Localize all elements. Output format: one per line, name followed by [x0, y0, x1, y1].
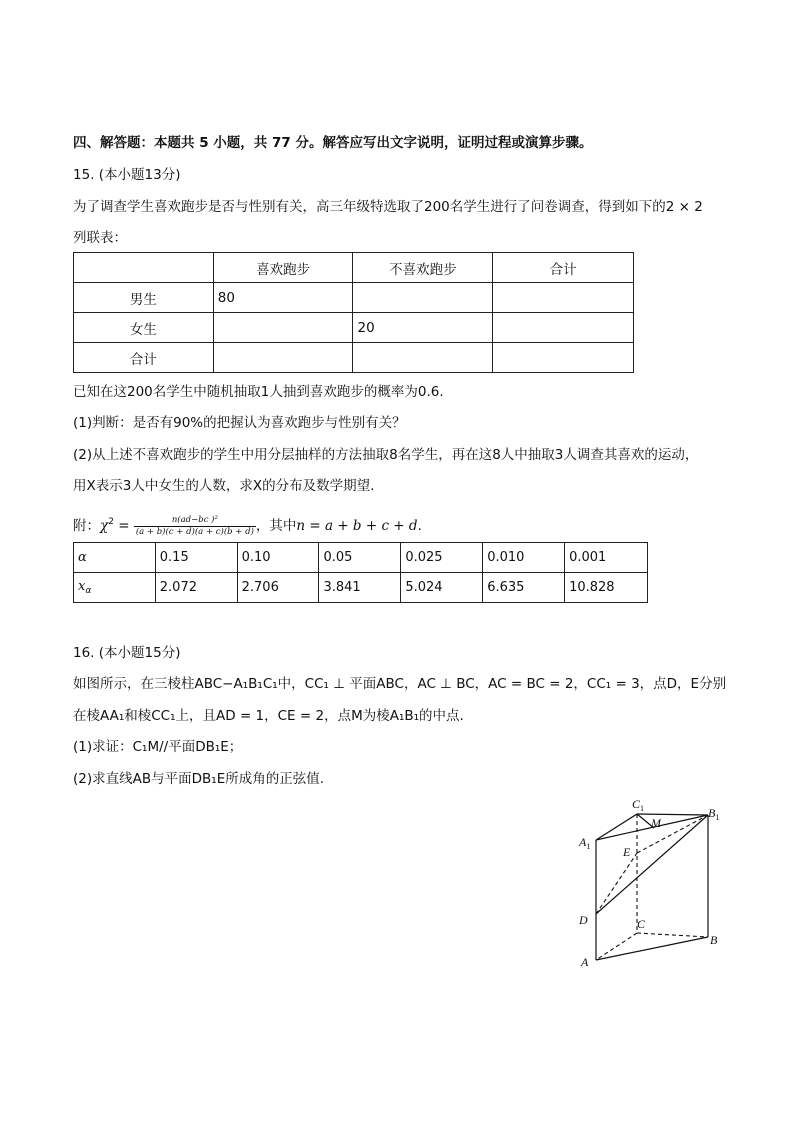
- label-a1: $A_1$: [579, 835, 591, 851]
- chi-symbol: χ: [100, 518, 109, 534]
- hidden-edge-c-b: [637, 933, 708, 937]
- critical-value: 3.841: [319, 573, 401, 603]
- critical-value: 2.706: [237, 573, 319, 603]
- question-16-statement: 如图所示，在三棱柱ABC−A₁B₁C₁中，CC₁ ⊥ 平面ABC，AC ⊥ BC，AC = BC = 2，CC₁ = 3，点D，E分别: [73, 676, 727, 692]
- table-row: [74, 343, 634, 373]
- question-15-intro-continued: 列联表：: [73, 230, 127, 246]
- critical-value: 5.024: [401, 573, 483, 603]
- table-row-label: 合计: [74, 343, 214, 373]
- critical-value: 10.828: [565, 573, 648, 603]
- question-15-label: 15. (本小题13分): [73, 167, 181, 183]
- table-row-label: 女生: [74, 313, 214, 343]
- critical-value: 2.072: [155, 573, 237, 603]
- critical-value-label: $x_\alpha$: [74, 573, 156, 603]
- label-c1: $C_1$: [632, 797, 645, 813]
- formula-suffix: ，其中: [255, 518, 297, 534]
- label-m: M: [651, 816, 661, 830]
- table-cell: [493, 283, 634, 313]
- chi-exponent: 2: [108, 517, 114, 527]
- critical-value: 6.635: [483, 573, 565, 603]
- table-cell: [353, 283, 493, 313]
- table-cell: [353, 343, 493, 373]
- table-row-label: 男生: [74, 283, 214, 313]
- alpha-value: 0.05: [319, 543, 401, 573]
- fraction-numerator: n(ad−bc )²: [171, 514, 218, 525]
- label-b1: $B_1$: [708, 806, 720, 822]
- equals-sign: =: [113, 518, 130, 534]
- table-row: [74, 283, 634, 313]
- table-row: [74, 313, 634, 343]
- label-c: C: [637, 917, 646, 931]
- sample-size-definition: n = a + b + c + d: [296, 518, 418, 534]
- table-header-cell: 喜欢跑步: [213, 253, 353, 283]
- table-header-row: [74, 253, 634, 283]
- critical-value-table: [73, 542, 648, 603]
- alpha-value: 0.15: [155, 543, 237, 573]
- edge-a1-c1: [596, 814, 637, 840]
- table-header-cell: [74, 253, 214, 283]
- table-cell: [493, 343, 634, 373]
- label-e: E: [623, 845, 631, 859]
- triangular-prism-figure: [574, 795, 734, 975]
- formula-end: .: [417, 518, 422, 534]
- alpha-value: 0.001: [565, 543, 648, 573]
- table-cell: 80: [213, 283, 353, 313]
- question-16-label: 16. (本小题15分): [73, 645, 181, 661]
- alpha-value: 0.025: [401, 543, 483, 573]
- section-header: 四、解答题：本题共 5 小题，共 77 分。解答应写出文字说明，证明过程或演算步骤。: [73, 135, 593, 151]
- critical-value-row: [74, 573, 648, 603]
- table-cell: [493, 313, 634, 343]
- probability-statement: 已知在这200名学生中随机抽取1人抽到喜欢跑步的概率为0.6.: [73, 384, 444, 400]
- hidden-segment-e-b1: [637, 815, 708, 853]
- chi-square-fraction: [134, 515, 256, 538]
- fraction-denominator: (a + b)(c + d)(a + c)(b + d): [135, 526, 254, 537]
- question-15-intro: 为了调查学生喜欢跑步是否与性别有关，高三年级特选取了200名学生进行了问卷调查，得到如下的2 × 2: [73, 199, 703, 215]
- table-header-cell: 不喜欢跑步: [353, 253, 493, 283]
- alpha-row: [74, 543, 648, 573]
- question-15-part-2: (2)从上述不喜欢跑步的学生中用分层抽样的方法抽取8名学生，再在这8人中抽取3人调查其喜欢的运动，: [73, 447, 699, 463]
- alpha-label: α: [74, 543, 156, 573]
- label-b: B: [710, 933, 718, 947]
- edge-c1-b1: [637, 814, 708, 815]
- table-header-cell: 合计: [493, 253, 634, 283]
- question-16-statement-continued: 在棱AA₁和棱CC₁上，且AD = 1，CE = 2，点M为棱A₁B₁的中点.: [73, 708, 464, 724]
- chi-square-formula: [73, 509, 422, 539]
- table-cell: [213, 313, 353, 343]
- table-cell: 20: [353, 313, 493, 343]
- label-d: D: [579, 913, 588, 927]
- alpha-value: 0.010: [483, 543, 565, 573]
- table-cell: [213, 343, 353, 373]
- label-a: A: [581, 955, 589, 969]
- question-15-part-2-continued: 用X表示3人中女生的人数，求X的分布及数学期望.: [73, 478, 375, 494]
- question-16-part-1: (1)求证：C₁M//平面DB₁E；: [73, 739, 243, 755]
- question-15-part-1: (1)判断：是否有90%的把握认为喜欢跑步与性别有关？: [73, 415, 406, 431]
- question-16-part-2: (2)求直线AB与平面DB₁E所成角的正弦值.: [73, 771, 325, 787]
- alpha-value: 0.10: [237, 543, 319, 573]
- formula-prefix: 附：: [73, 518, 100, 534]
- contingency-table: [73, 252, 634, 373]
